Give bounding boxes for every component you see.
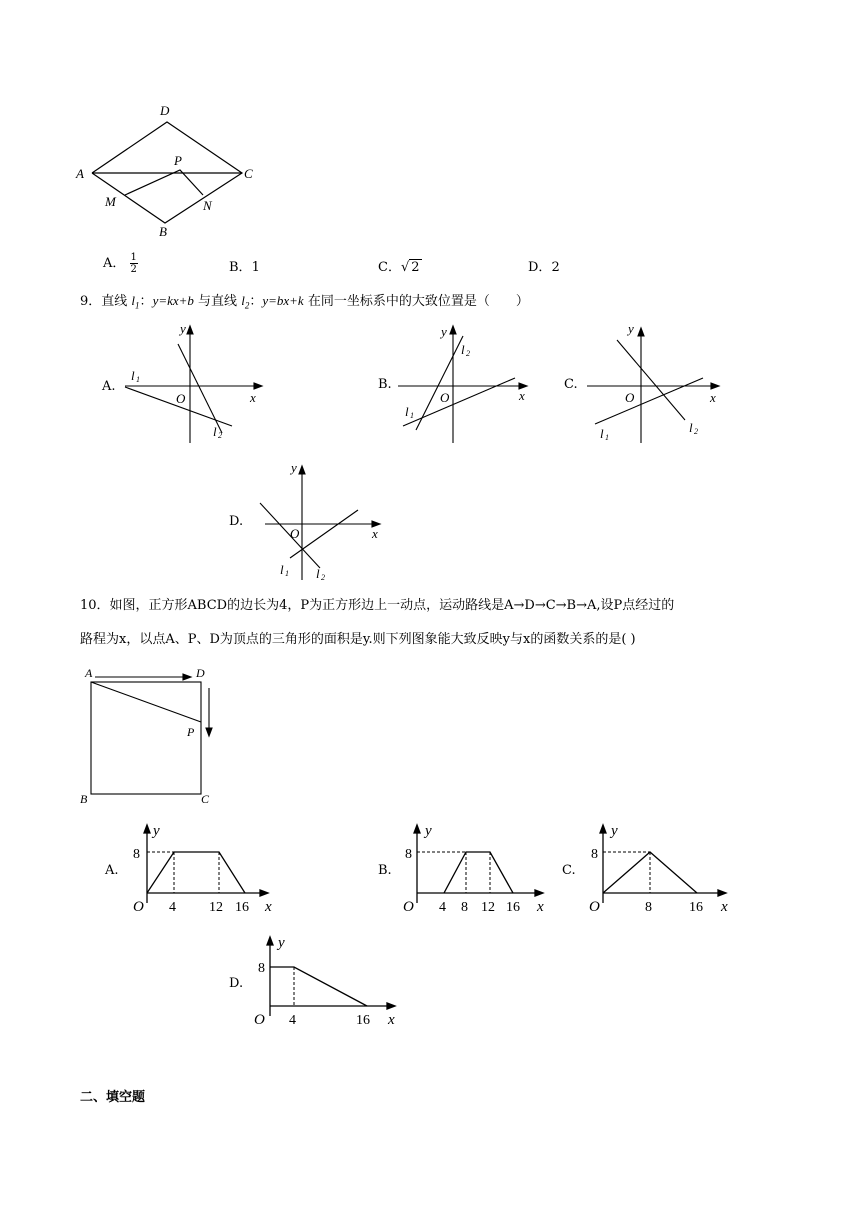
q8-option-c[interactable]: C．√ 2 (378, 260, 420, 275)
q9-option-a-label[interactable]: A. (102, 379, 116, 394)
q8-option-d[interactable]: D．2 (528, 260, 560, 275)
svg-text:1: 1 (605, 433, 609, 442)
svg-text:l: l (316, 566, 320, 581)
q10-option-c-label[interactable]: C. (562, 863, 576, 878)
q8-option-a[interactable]: A． $\frac{1}{2}$ (103, 252, 137, 275)
svg-text:12: 12 (209, 900, 223, 915)
svg-text:y: y (628, 321, 634, 336)
svg-text:x: x (388, 1012, 395, 1028)
svg-text:8: 8 (461, 900, 468, 915)
svg-text:y: y (441, 324, 447, 339)
label-b: B (159, 224, 167, 239)
q10-question-line2: 路程为x，以点A、P、D为顶点的三角形的面积是y.则下列图象能大致反映y与x的函数关系的是( ) (80, 632, 636, 647)
svg-text:O: O (403, 899, 414, 915)
svg-text:O: O (589, 899, 600, 915)
svg-text:A: A (85, 666, 93, 680)
section-heading-fill-blank: 二、填空题 (80, 1090, 146, 1105)
svg-text:O: O (176, 391, 186, 406)
svg-text:8: 8 (645, 900, 652, 915)
square-figure (75, 660, 225, 810)
svg-text:O: O (625, 390, 635, 405)
svg-text:4: 4 (439, 900, 446, 915)
q10-option-a-label[interactable]: A. (105, 863, 119, 878)
q9-graph-a (120, 318, 270, 448)
svg-text:O: O (133, 899, 144, 915)
svg-text:2: 2 (218, 431, 222, 440)
q9-graph-b (395, 318, 545, 448)
svg-text:y: y (425, 823, 432, 839)
svg-text:2: 2 (466, 349, 470, 358)
svg-text:16: 16 (356, 1013, 370, 1028)
q10-graph-a (125, 818, 295, 918)
svg-text:x: x (710, 390, 716, 405)
svg-text:l: l (213, 424, 217, 439)
svg-text:l: l (461, 342, 465, 357)
svg-text:l: l (131, 368, 135, 383)
svg-text:8: 8 (133, 847, 140, 862)
svg-text:O: O (440, 390, 450, 405)
svg-text:x: x (721, 899, 728, 915)
svg-text:1: 1 (285, 569, 289, 578)
svg-text:O: O (290, 526, 300, 541)
svg-text:4: 4 (169, 900, 176, 915)
svg-text:l: l (405, 404, 409, 419)
q10-graph-b (395, 818, 565, 918)
svg-text:P: P (187, 725, 195, 739)
label-p: P (174, 153, 182, 168)
svg-text:y: y (291, 460, 297, 475)
q10-graph-d (250, 930, 420, 1030)
q9-option-b-label[interactable]: B. (378, 377, 392, 392)
q9-graph-c (585, 318, 735, 448)
q8-option-b[interactable]: B．1 (229, 260, 260, 275)
sqrt: √ 2 (400, 260, 420, 275)
q9-question: 9．直线 $l_1$：y=kx+b 与直线 $l_2$：y=bx+k 在同一坐标系中的大致位置是（ ） (80, 293, 529, 311)
svg-text:x: x (519, 388, 525, 403)
label-a: A (76, 166, 84, 181)
svg-text:D: D (196, 666, 205, 680)
svg-text:y: y (180, 321, 186, 336)
q9-option-c-label[interactable]: C. (564, 377, 578, 392)
q10-option-b-label[interactable]: B. (378, 863, 392, 878)
svg-text:16: 16 (506, 900, 520, 915)
svg-text:1: 1 (136, 375, 140, 384)
svg-text:16: 16 (235, 900, 249, 915)
svg-text:l: l (600, 426, 604, 441)
svg-text:8: 8 (258, 961, 265, 976)
label-d: D (160, 103, 170, 118)
svg-text:x: x (250, 390, 256, 405)
svg-text:8: 8 (591, 847, 598, 862)
svg-text:2: 2 (694, 427, 698, 436)
svg-text:O: O (254, 1012, 265, 1028)
q10-graph-c (583, 818, 753, 918)
label-c: C (244, 166, 253, 181)
svg-text:x: x (372, 526, 378, 541)
svg-text:y: y (153, 823, 160, 839)
svg-text:16: 16 (689, 900, 703, 915)
svg-text:2: 2 (321, 573, 325, 582)
svg-text:y: y (611, 823, 618, 839)
label-m: M (105, 194, 116, 209)
svg-text:x: x (537, 899, 544, 915)
svg-text:8: 8 (405, 847, 412, 862)
svg-text:4: 4 (289, 1013, 296, 1028)
q10-option-d-label[interactable]: D. (229, 976, 244, 991)
fraction: $\frac{1}{2}$ (130, 252, 137, 275)
q10-question-line1: 10．如图，正方形ABCD的边长为4，P为正方形边上一动点，运动路线是A→D→C→B→A,设P点经过的 (80, 598, 675, 613)
svg-text:12: 12 (481, 900, 495, 915)
svg-text:1: 1 (410, 411, 414, 420)
svg-text:y: y (278, 935, 285, 951)
q9-option-d-label[interactable]: D. (229, 514, 244, 529)
svg-text:l: l (280, 562, 284, 577)
rhombus-figure (70, 98, 270, 243)
svg-text:B: B (80, 792, 88, 806)
svg-text:C: C (201, 792, 210, 806)
svg-text:x: x (265, 899, 272, 915)
q9-graph-d (250, 458, 400, 583)
svg-text:l: l (689, 420, 693, 435)
label-n: N (203, 198, 212, 213)
